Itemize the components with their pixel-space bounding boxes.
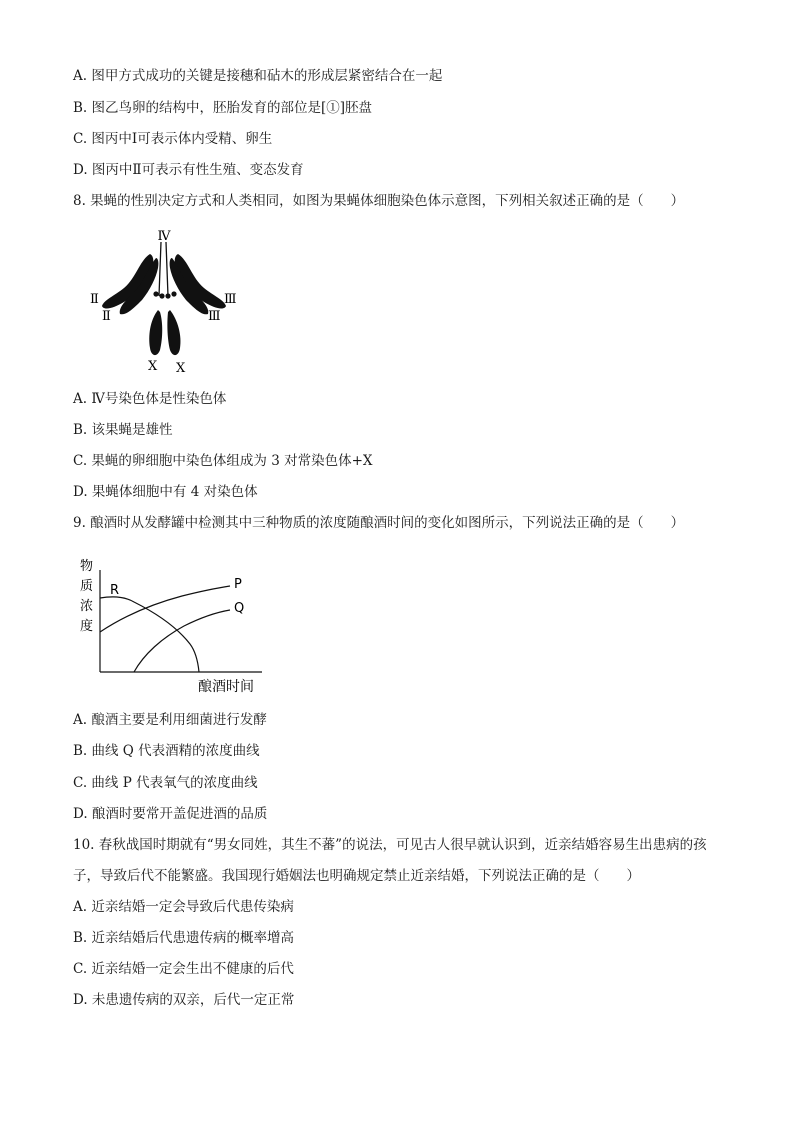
q8-option-d: D. 果蝇体细胞中有 4 对染色体 (73, 484, 258, 500)
q9-option-c: C. 曲线 P 代表氧气的浓度曲线 (73, 775, 258, 791)
q8-stem: 8. 果蝇的性别决定方式和人类相同，如图为果蝇体细胞染色体示意图，下列相关叙述正确的是（ ） (73, 193, 685, 209)
label-x-right: X (176, 361, 186, 376)
q8-option-a: A. Ⅳ号染色体是性染色体 (73, 391, 227, 407)
label-ii-left: Ⅱ (90, 292, 99, 307)
ylabel-char-3: 浓 (80, 599, 94, 614)
label-p: P (234, 577, 242, 592)
q8-option-b: B. 该果蝇是雄性 (73, 422, 173, 438)
label-r: R (110, 583, 120, 598)
curve-p (100, 586, 230, 632)
label-ii-left-2: Ⅱ (102, 309, 111, 324)
chromosome-ii-left-inner (120, 258, 159, 314)
label-x-left: X (148, 359, 158, 374)
q7-option-a: A. 图甲方式成功的关键是接穗和砧木的形成层紧密结合在一起 (73, 68, 443, 84)
chromosome-x-left (149, 310, 162, 355)
curve-r (100, 597, 199, 672)
concentration-graph (72, 554, 272, 700)
q10-option-c: C. 近亲结婚一定会生出不健康的后代 (73, 961, 294, 977)
q9-stem: 9. 酿酒时从发酵罐中检测其中三种物质的浓度随酿酒时间的变化如图所示，下列说法正确的是（ ） (73, 515, 685, 531)
chromosome-x-right (167, 310, 180, 355)
q9-option-b: B. 曲线 Q 代表酒精的浓度曲线 (73, 743, 260, 759)
ylabel-char-2: 质 (80, 579, 94, 594)
label-iii-right-2: Ⅲ (208, 309, 221, 324)
q7-option-c: C. 图丙中Ⅰ可表示体内受精、卵生 (73, 131, 273, 147)
chromosome-figure (78, 224, 248, 376)
q10-option-d: D. 未患遗传病的双亲，后代一定正常 (73, 992, 295, 1008)
label-iii-right: Ⅲ (224, 292, 237, 307)
label-iv: Ⅳ (157, 229, 171, 244)
q10-stem-line1: 10. 春秋战国时期就有“男女同姓，其生不蕃”的说法，可见古人很早就认识到，近亲结婚容易生出患病的孩 (73, 837, 707, 853)
label-q: Q (234, 601, 245, 616)
q10-option-b: B. 近亲结婚后代患遗传病的概率增高 (73, 930, 295, 946)
q10-stem-line2: 子，导致后代不能繁盛。我国现行婚姻法也明确规定禁止近亲结婚，下列说法正确的是（ ） (73, 868, 640, 884)
ylabel-char-1: 物 (80, 559, 94, 574)
xlabel: 酿酒时间 (198, 679, 254, 695)
q8-option-c: C. 果蝇的卵细胞中染色体组成为 3 对常染色体+X (73, 453, 373, 469)
ylabel-char-4: 度 (80, 619, 94, 634)
q9-option-d: D. 酿酒时要常开盖促进酒的品质 (73, 806, 268, 822)
q7-option-d: D. 图丙中Ⅱ可表示有性生殖、变态发育 (73, 162, 304, 178)
q10-option-a: A. 近亲结婚一定会导致后代患传染病 (73, 899, 294, 915)
q9-option-a: A. 酿酒主要是利用细菌进行发酵 (73, 712, 267, 728)
chromosome-iii-right-inner (170, 258, 209, 314)
q7-option-b: B. 图乙鸟卵的结构中，胚胎发育的部位是[①]胚盘 (73, 100, 373, 116)
curve-q (134, 610, 230, 672)
